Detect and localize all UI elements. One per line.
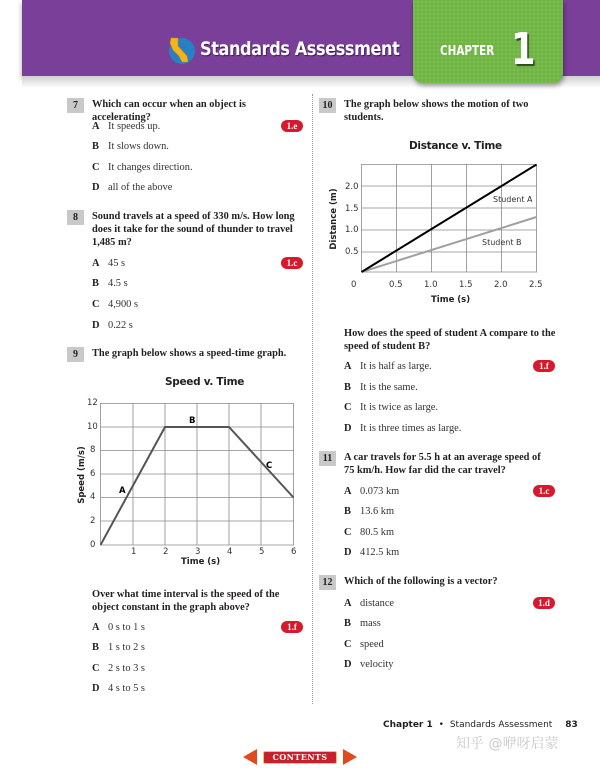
option-a[interactable]: A 45 s <box>92 258 126 269</box>
footer-section: Standards Assessment <box>449 720 553 730</box>
page-number: 83 <box>565 720 578 730</box>
x-axis-label: Time (s) <box>431 295 471 305</box>
question-7 <box>67 98 307 198</box>
x-tick: 2.5 <box>529 280 543 290</box>
question-9-followup <box>67 588 307 698</box>
svg-text:A: A <box>119 486 126 496</box>
y-tick: 0.5 <box>345 247 359 257</box>
x-tick: 1.0 <box>424 280 438 290</box>
question-stem: The graph below shows a speed-time graph. <box>92 348 287 359</box>
y-tick: 12 <box>87 398 98 408</box>
next-page-arrow-icon[interactable] <box>343 749 357 765</box>
standard-badge: 1.c <box>281 257 303 269</box>
option-c[interactable]: C It changes direction. <box>92 162 193 173</box>
option-d[interactable]: D 4 s to 5 s <box>92 683 145 694</box>
question-stem: A car travels for 5.5 h at an average speed of 75 km/h. How far did the car travel? <box>344 452 541 476</box>
y-tick: 2.0 <box>345 182 359 192</box>
x-tick: 2 <box>163 547 169 557</box>
question-stem: How does the speed of student A compare to the speed of student B? <box>344 328 556 352</box>
y-tick: 6 <box>90 469 96 479</box>
option-c[interactable]: C speed <box>344 639 384 650</box>
option-b[interactable]: B It is the same. <box>344 382 418 393</box>
option-b[interactable]: B 1 s to 2 s <box>92 642 145 653</box>
option-c[interactable]: C 80.5 km <box>344 527 395 538</box>
option-d[interactable]: D all of the above <box>92 182 173 193</box>
question-stem: Which can occur when an object is accelerating? <box>92 99 246 123</box>
option-a[interactable]: A 0.073 km <box>344 486 400 497</box>
footer-bullet: • <box>438 720 444 730</box>
question-11 <box>319 451 569 561</box>
option-b[interactable]: B It slows down. <box>92 141 169 152</box>
standard-badge: 1.c <box>533 485 555 497</box>
question-number: 10 <box>319 98 336 113</box>
x-tick: 5 <box>259 547 265 557</box>
option-c[interactable]: C It is twice as large. <box>344 402 439 413</box>
question-number: 11 <box>319 451 336 466</box>
x-tick: 0 <box>351 280 357 290</box>
y-tick: 8 <box>90 445 96 455</box>
contents-button[interactable]: CONTENTS <box>263 751 337 764</box>
option-a[interactable]: A It is half as large. <box>344 361 432 372</box>
option-a[interactable]: A 0 s to 1 s <box>92 622 145 633</box>
column-divider <box>312 94 313 704</box>
x-tick: 1.5 <box>459 280 473 290</box>
option-d[interactable]: D 412.5 km <box>344 547 400 558</box>
option-b[interactable]: B 13.6 km <box>344 506 395 517</box>
question-8 <box>67 210 307 335</box>
question-10-followup <box>319 327 569 437</box>
x-tick: 0.5 <box>389 280 403 290</box>
x-tick: 3 <box>195 547 201 557</box>
question-stem: The graph below shows the motion of two students. <box>344 99 529 123</box>
chapter-number: 1 <box>511 24 536 75</box>
watermark: 知乎 @咿呀启蒙 <box>456 736 559 752</box>
option-d[interactable]: D It is three times as large. <box>344 423 462 434</box>
page-footer <box>383 720 578 730</box>
x-axis-label: Time (s) <box>181 557 221 567</box>
svg-text:B: B <box>189 416 196 426</box>
chart-title: Distance v. Time <box>409 140 502 152</box>
x-tick: 6 <box>291 547 297 557</box>
option-d[interactable]: D 0.22 s <box>92 320 133 331</box>
y-tick: 1.0 <box>345 225 359 235</box>
y-tick: 4 <box>90 492 96 502</box>
svg-text:Student B: Student B <box>482 238 522 247</box>
question-12 <box>319 575 569 675</box>
question-stem: Which of the following is a vector? <box>344 576 498 587</box>
question-stem: Sound travels at a speed of 330 m/s. How long does it take for the sound of thunder to travel 1,485 m? <box>92 211 295 248</box>
footer-chapter: Chapter 1 <box>383 720 433 730</box>
question-number: 8 <box>67 210 84 225</box>
option-a[interactable]: A It speeds up. <box>92 121 161 132</box>
option-c[interactable]: C 4,900 s <box>92 299 139 310</box>
question-stem: Over what time interval is the speed of the object constant in the graph above? <box>92 589 280 613</box>
standard-badge: 1.f <box>533 360 555 372</box>
standard-badge: 1.f <box>281 621 303 633</box>
question-number: 12 <box>319 575 336 590</box>
distance-time-chart <box>361 164 539 274</box>
y-tick: 0 <box>90 540 96 550</box>
question-number: 7 <box>67 98 84 113</box>
chapter-label: CHAPTER <box>440 44 495 59</box>
standard-badge: 1.d <box>533 597 555 609</box>
svg-text:Student A: Student A <box>493 195 533 204</box>
speed-time-chart <box>100 403 295 548</box>
y-tick: 10 <box>87 422 98 432</box>
y-axis-label: Speed (m/s) <box>77 446 87 504</box>
page-title: Standards Assessment <box>200 38 400 60</box>
option-b[interactable]: B 4.5 s <box>92 278 128 289</box>
option-c[interactable]: C 2 s to 3 s <box>92 663 145 674</box>
y-tick: 2 <box>90 516 96 526</box>
option-a[interactable]: A distance <box>344 598 395 609</box>
x-tick: 4 <box>227 547 233 557</box>
previous-page-arrow-icon[interactable] <box>243 749 257 765</box>
y-tick: 1.5 <box>345 204 359 214</box>
y-axis-label: Distance (m) <box>329 188 339 250</box>
option-d[interactable]: D velocity <box>344 659 394 670</box>
chart-title: Speed v. Time <box>165 376 245 388</box>
california-globe-icon <box>165 34 197 66</box>
svg-text:C: C <box>266 461 273 471</box>
standard-badge: 1.e <box>281 120 303 132</box>
option-b[interactable]: B mass <box>344 618 381 629</box>
question-number: 9 <box>67 347 84 362</box>
question-10 <box>319 98 569 138</box>
x-tick: 2.0 <box>494 280 508 290</box>
chapter-tab <box>413 0 563 83</box>
contents-nav <box>241 748 359 766</box>
x-tick: 1 <box>131 547 137 557</box>
